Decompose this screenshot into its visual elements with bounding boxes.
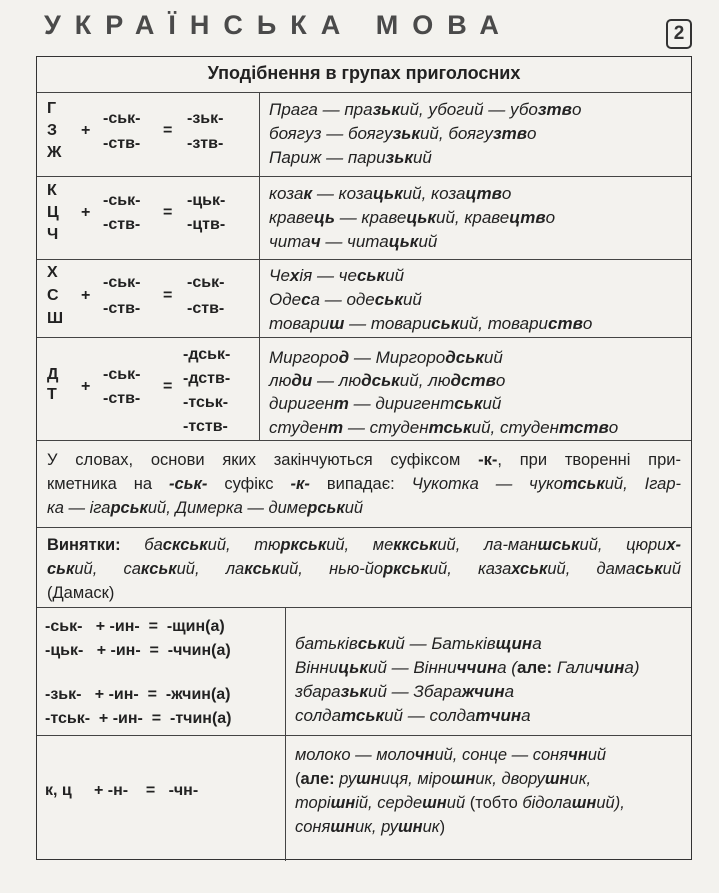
text-segment: ик <box>422 818 440 836</box>
text-segment: -к- <box>290 475 310 493</box>
letter: Ж <box>47 144 62 161</box>
text-segment: о <box>582 314 593 333</box>
text-segment: рськ <box>307 499 345 517</box>
text-segment: ий, тю <box>207 536 281 554</box>
example-line <box>269 125 536 142</box>
text-segment: дириген <box>269 394 334 413</box>
text-segment: бідола <box>522 794 572 812</box>
text-segment: ий — Збара <box>368 682 462 701</box>
text-segment: ч <box>310 232 321 251</box>
text-segment: (Дамаск) <box>47 584 115 602</box>
letter: Т <box>47 386 57 403</box>
text-segment: Чукотка — чуко <box>411 475 563 493</box>
text-segment: Гали <box>552 658 594 677</box>
example-line <box>295 707 531 724</box>
plus-sign: + <box>81 122 91 139</box>
text-segment: ккськ <box>393 536 438 554</box>
text-segment: дськ <box>361 371 400 390</box>
text-segment: зьк <box>385 148 413 167</box>
text-segment: — лю <box>312 371 362 390</box>
text-segment: , при творенні при- <box>497 451 681 469</box>
text-segment: ий, ме <box>326 536 394 554</box>
example-line <box>295 659 640 676</box>
text-segment: ик, двору <box>475 770 545 788</box>
text-segment: ськ <box>454 394 483 413</box>
equals-sign: = <box>163 287 173 304</box>
text-segment: ий <box>662 560 681 578</box>
text-segment: ий, коза <box>402 184 466 203</box>
text-segment: Миргоро <box>269 348 339 367</box>
text-segment: але: <box>300 770 335 788</box>
text-segment: ий, сонце — соня <box>434 746 569 764</box>
text-segment: — диригент <box>348 394 455 413</box>
text-segment: ий, лю <box>399 371 451 390</box>
text-segment: зтв <box>537 100 572 119</box>
text-segment: д <box>338 348 350 367</box>
text-segment: ія — че <box>299 266 357 285</box>
text-segment: щин <box>495 634 533 653</box>
text-segment: Вінни <box>295 658 339 677</box>
text-segment: жчин <box>461 682 505 701</box>
suffix-formula: -тськ- + -ин- = -тчин(а) <box>45 710 232 727</box>
suffix: -ств- <box>103 390 141 407</box>
text-segment: тств <box>559 418 609 437</box>
text-segment: ркськ <box>280 536 327 554</box>
example-line <box>295 771 675 788</box>
text-segment: ий — Вінни <box>367 658 457 677</box>
text-segment: ркськ <box>383 560 429 578</box>
text-segment: шн <box>544 770 570 788</box>
text-segment: ий, боягу <box>419 124 493 143</box>
text-segment: кськ <box>140 560 177 578</box>
text-segment: тськ <box>341 706 385 725</box>
rule-line <box>47 496 681 520</box>
letter: Г <box>47 100 57 117</box>
text-segment: о <box>527 124 537 143</box>
text-segment: батьків <box>295 634 358 653</box>
text-segment: ий, дама <box>547 560 636 578</box>
equals-sign: = <box>163 122 173 139</box>
text-segment: коза <box>269 184 304 203</box>
text-segment: ка — іга <box>47 499 111 517</box>
column-divider <box>285 607 286 861</box>
rule-paragraph <box>47 448 681 520</box>
text-segment: а — оде <box>310 290 375 309</box>
text-segment: суфікс <box>207 475 291 493</box>
text-segment: ий — Батьків <box>385 634 496 653</box>
text-segment: ий, нью-йо <box>279 560 384 578</box>
text-segment: торі <box>295 794 331 812</box>
text-segment: т <box>333 394 349 413</box>
text-segment: кметника на <box>47 475 170 493</box>
text-segment: тськ <box>562 475 605 493</box>
text-segment: шн <box>330 794 356 812</box>
exceptions-line <box>47 533 681 557</box>
suffix: -ськ- <box>103 274 141 291</box>
letter: Д <box>47 366 59 383</box>
text-segment: о <box>545 208 556 227</box>
text-segment: ий <box>412 148 432 167</box>
text-segment: ий <box>385 266 405 285</box>
text-segment: товари <box>269 314 330 333</box>
result-suffix: -зьк- <box>187 110 224 127</box>
plus-sign: + <box>81 204 91 221</box>
text-segment: ськ <box>357 634 386 653</box>
result-suffix: -дств- <box>183 370 231 387</box>
text-segment: ць <box>313 208 335 227</box>
text-segment: ий, цюри <box>579 536 667 554</box>
text-segment: х <box>289 266 300 285</box>
text-segment: цтв <box>509 208 546 227</box>
text-segment: ий, ла <box>176 560 245 578</box>
text-segment: ий <box>402 290 422 309</box>
text-segment: ик, ру <box>354 818 398 836</box>
letter: Ц <box>47 204 59 221</box>
result-suffix: -ств- <box>187 300 225 317</box>
plus-sign: + <box>81 287 91 304</box>
example-line <box>269 185 511 202</box>
text-segment: молоко — моло <box>295 746 415 764</box>
exceptions-line <box>47 581 681 605</box>
text-segment: ий <box>587 746 607 764</box>
text-segment: випадає: <box>309 475 412 493</box>
text-segment: Оде <box>269 290 302 309</box>
suffix: -ств- <box>103 216 141 233</box>
text-segment: ий, каза <box>428 560 512 578</box>
letter: Х <box>47 264 58 281</box>
suffix: -ств- <box>103 300 141 317</box>
text-segment: дств <box>450 371 496 390</box>
letter: С <box>47 287 59 304</box>
text-segment: краве <box>269 208 314 227</box>
text-segment: У словах, основи яких закінчуються суфіксом <box>47 451 479 469</box>
text-segment: цьк <box>406 208 437 227</box>
text-segment: ій, серде <box>355 794 423 812</box>
text-segment: — коза <box>312 184 373 203</box>
divider <box>37 337 691 338</box>
text-segment: Париж — пари <box>269 148 386 167</box>
text-segment: о <box>495 371 506 390</box>
text-segment: ськ <box>356 266 386 285</box>
example-line <box>295 683 514 700</box>
suffix: -ств- <box>103 135 141 152</box>
example-line <box>295 795 675 812</box>
text-segment: ий, ла-ман <box>437 536 538 554</box>
text-segment: шн <box>571 794 597 812</box>
equals-sign: = <box>163 204 173 221</box>
result-suffix: -цтв- <box>187 216 226 233</box>
text-segment: иця, міро <box>380 770 451 788</box>
result-suffix: -ськ- <box>187 274 225 291</box>
text-segment: рськ <box>110 499 148 517</box>
table-title: Уподібнення в групах приголосних <box>207 63 521 83</box>
exceptions-paragraph <box>47 533 681 605</box>
text-segment: цтв <box>465 184 502 203</box>
text-segment: дськ <box>445 348 484 367</box>
text-segment: зьк <box>392 124 420 143</box>
text-segment: шн <box>356 770 381 788</box>
column-divider <box>259 92 260 440</box>
text-segment: ий, краве <box>436 208 510 227</box>
text-segment: ий <box>482 394 502 413</box>
divider <box>37 92 691 93</box>
text-segment: т <box>328 418 344 437</box>
text-segment: ий <box>418 232 438 251</box>
text-segment: с <box>301 290 311 309</box>
text-segment: ськ <box>431 314 460 333</box>
text-segment: — студен <box>343 418 429 437</box>
example-line <box>269 372 505 389</box>
exceptions-line <box>47 557 681 581</box>
text-segment: ( <box>295 770 301 788</box>
example-line <box>269 419 618 436</box>
text-segment: о <box>608 418 619 437</box>
rule-line <box>47 448 681 472</box>
divider <box>37 176 691 177</box>
text-segment: ба <box>144 536 163 554</box>
divider <box>37 259 691 260</box>
result-suffix: -тськ- <box>183 394 229 411</box>
text-segment: ий <box>483 348 503 367</box>
text-segment: ий), <box>596 794 625 812</box>
text-segment: шн <box>450 770 476 788</box>
example-line <box>269 291 422 308</box>
page-title: УКРАЇНСЬКА МОВА <box>44 10 513 40</box>
text-segment: збара <box>295 682 341 701</box>
rules-table <box>36 56 692 860</box>
text-segment: цьк <box>338 658 368 677</box>
text-segment: ий, студен <box>471 418 559 437</box>
example-line <box>295 819 675 836</box>
plus-sign: + <box>81 378 91 395</box>
example-line <box>269 395 501 412</box>
divider <box>37 735 691 736</box>
text-segment: ий, Димерка — диме <box>147 499 308 517</box>
suffix-formula: -ськ- + -ин- = -щин(а) <box>45 618 225 635</box>
suffix-formula: -зьк- + -ин- = -жчин(а) <box>45 686 231 703</box>
text-segment: ий, убогий — убо <box>399 100 538 119</box>
text-segment: але: <box>516 658 553 677</box>
text-segment: а) <box>624 658 640 677</box>
letter: Ш <box>47 310 64 327</box>
text-segment: зьк <box>340 682 369 701</box>
text-segment: ськ <box>635 560 663 578</box>
text-segment: скськ <box>162 536 208 554</box>
divider <box>37 527 691 528</box>
text-segment: — Миргоро <box>349 348 446 367</box>
text-segment: к <box>303 184 313 203</box>
text-segment: ий, са <box>74 560 141 578</box>
suffix: -ськ- <box>103 110 141 127</box>
text-segment: солда <box>295 706 342 725</box>
suffix: -ськ- <box>103 192 141 209</box>
text-segment: шськ <box>537 536 580 554</box>
result-suffix: -цьк- <box>187 192 226 209</box>
text-segment: хськ <box>511 560 548 578</box>
text-segment: шн <box>330 818 355 836</box>
text-segment: — краве <box>334 208 407 227</box>
text-segment: ськ <box>374 290 403 309</box>
suffix-formula: -цьк- + -ин- = -ччин(а) <box>45 642 231 659</box>
text-segment: о <box>571 100 582 119</box>
text-segment: ) <box>439 818 446 836</box>
text-segment: а <box>532 634 542 653</box>
text-segment: ий — солда <box>384 706 476 725</box>
letter: Ч <box>47 226 59 243</box>
text-segment: — чита <box>320 232 389 251</box>
text-segment: чин <box>593 658 625 677</box>
text-segment: чн <box>414 746 435 764</box>
letter: К <box>47 182 57 199</box>
text-segment: ру <box>334 770 357 788</box>
text-segment: а ( <box>497 658 517 677</box>
text-segment: шн <box>397 818 423 836</box>
divider <box>37 607 691 608</box>
result-suffix: -дськ- <box>183 346 231 363</box>
text-segment: — товари <box>344 314 432 333</box>
text-segment: зтв <box>492 124 527 143</box>
text-segment: шн <box>422 794 447 812</box>
text-segment: ш <box>329 314 345 333</box>
text-segment: цьк <box>388 232 419 251</box>
text-segment: Че <box>269 266 290 285</box>
suffix: -ськ- <box>103 366 141 383</box>
text-segment: лю <box>269 371 292 390</box>
example-line <box>269 315 592 332</box>
example-line <box>269 209 555 226</box>
letter: З <box>47 122 58 139</box>
text-segment: (тобто <box>469 794 523 812</box>
text-segment: о <box>501 184 512 203</box>
text-segment: ччин <box>456 658 498 677</box>
text-segment: боягуз — боягу <box>269 124 393 143</box>
result-suffix: -зтв- <box>187 135 224 152</box>
text-segment: Прага — пра <box>269 100 373 119</box>
result-suffix: -тств- <box>183 418 228 435</box>
divider <box>37 440 691 441</box>
text-segment: цьк <box>373 184 403 203</box>
example-line <box>269 267 404 284</box>
text-segment: ий, Ігар- <box>604 475 681 493</box>
text-segment: Винятки: <box>47 536 145 554</box>
text-segment: тськ <box>428 418 472 437</box>
text-segment: -ськ- <box>169 475 208 493</box>
text-segment: тчин <box>475 706 522 725</box>
example-line <box>269 101 581 118</box>
text-segment: студен <box>269 418 328 437</box>
example-line <box>295 635 542 652</box>
text-segment: ий, товари <box>459 314 548 333</box>
page-number: 2 <box>666 19 692 49</box>
text-segment: х- <box>666 536 681 554</box>
rule-line <box>47 472 681 496</box>
example-line <box>269 233 437 250</box>
text-segment: ств <box>548 314 583 333</box>
text-segment: -к- <box>478 451 498 469</box>
text-segment: ськ <box>47 560 75 578</box>
example-line <box>269 149 432 166</box>
text-segment: ик, <box>569 770 592 788</box>
text-segment: ди <box>291 371 313 390</box>
text-segment: соня <box>295 818 331 836</box>
text-segment: чн <box>568 746 588 764</box>
text-segment: а <box>521 706 531 725</box>
text-segment: зьк <box>372 100 400 119</box>
text-segment: ий <box>344 499 364 517</box>
text-segment: а <box>504 682 515 701</box>
text-segment: ий <box>446 794 470 812</box>
text-segment: чита <box>269 232 311 251</box>
equals-sign: = <box>163 378 173 395</box>
text-segment: кськ <box>244 560 280 578</box>
example-line <box>295 747 675 764</box>
example-line <box>269 349 503 366</box>
suffix-formula: к, ц + -н- = -чн- <box>45 782 199 799</box>
